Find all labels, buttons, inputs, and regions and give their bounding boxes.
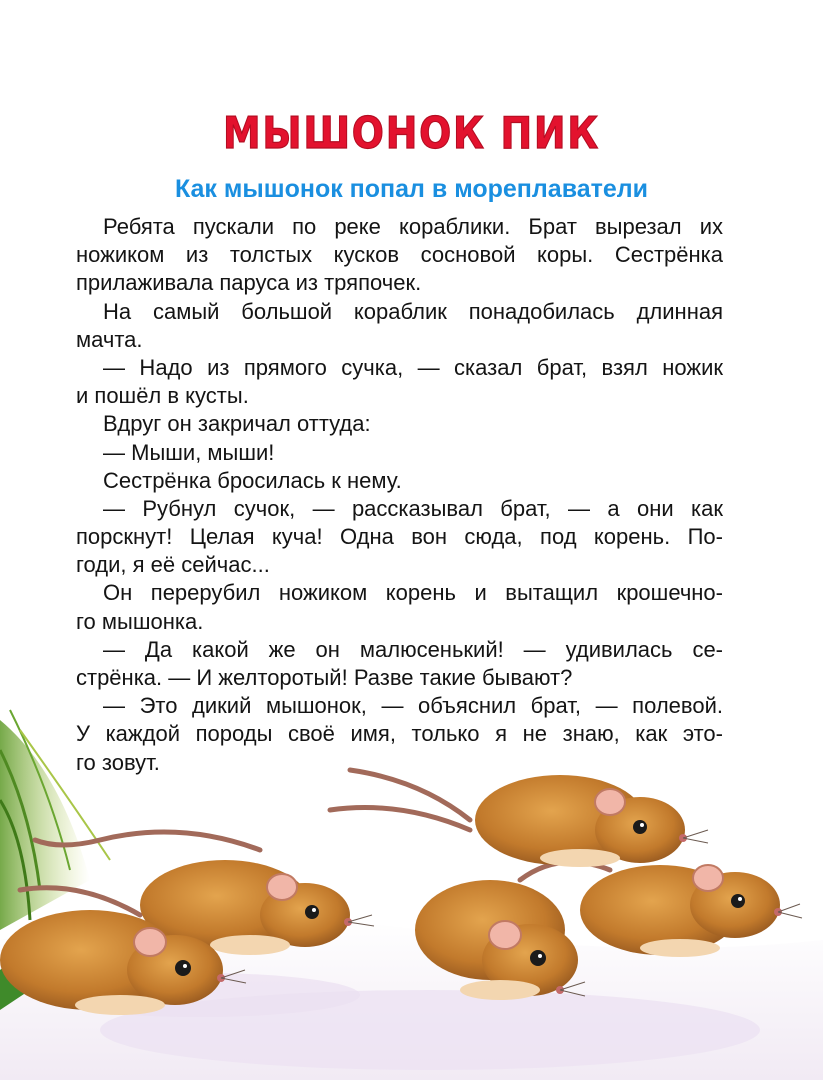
text-line: — Надо из прямого сучка, — сказал брат, взял ножик (103, 354, 723, 380)
text-line: — Да какой же он малюсенький! — удивилась се- (103, 636, 723, 662)
text-line: мачта. (76, 326, 143, 352)
text-line: Сестрёнка бросилась к нему. (103, 467, 402, 493)
text-line: го мышонка. (76, 608, 204, 634)
text-line: го зовут. (76, 749, 160, 775)
mouse-right (580, 865, 782, 957)
text-line: — Это дикий мышонок, — объяснил брат, — полевой. (103, 693, 723, 719)
page-title: МЫШОНОК ПИК (223, 108, 600, 159)
text-line: — Мыши, мыши! (103, 439, 275, 465)
text-line: годи, я её сейчас... (76, 552, 270, 578)
text-line: У каждой породы своё имя, только я не знаю, как это- (76, 721, 723, 747)
text-line: прилаживала паруса из тряпочек. (76, 270, 422, 296)
mouse-top-right (475, 775, 687, 867)
text-line: стрёнка. — И желторотый! Разве такие бывают? (76, 665, 573, 690)
text-line: Он перерубил ножиком корень и вытащил крошечно- (103, 580, 723, 606)
text-line: Ребята пускали по реке кораблики. Брат вырезал их (103, 214, 723, 239)
text-line: порскнут! Целая куча! Одна вон сюда, под корень. По- (76, 524, 723, 550)
text-line: ножиком из толстых кусков сосновой коры. Сестрёнка (76, 242, 723, 268)
mice-illustration (0, 690, 823, 1080)
text-line: — Рубнул сучок, — рассказывал брат, — а они как (103, 495, 723, 521)
text-line: Вдруг он закричал оттуда: (103, 411, 371, 437)
text-line: На самый большой кораблик понадобилась длинная (103, 298, 723, 324)
chapter-subtitle: Как мышонок попал в мореплаватели (174, 175, 649, 203)
text-line: и пошёл в кусты. (76, 383, 249, 409)
